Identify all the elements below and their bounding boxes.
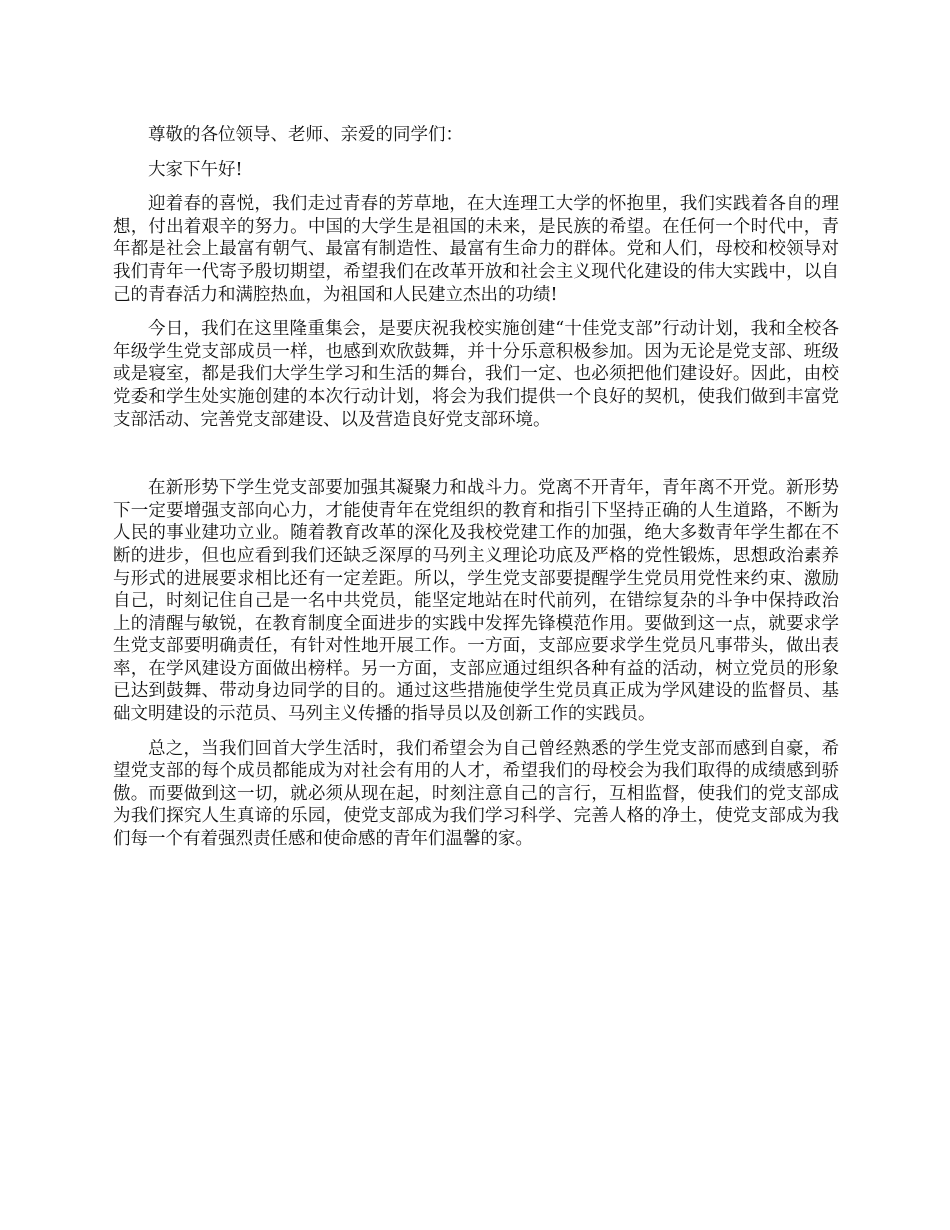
- paragraph-1: 迎着春的喜悦，我们走过青春的芳草地，在大连理工大学的怀抱里，我们实践着各自的理想，付出着艰辛的努力。中国的大学生是祖国的未来，是民族的希望。在任何一个时代中，青年都是社会上最富有朝气、最富有制造性、最富有生命力的群体。党和人们，母校和校领导对我们青年一代寄予殷切期望，希望我们在改革开放和社会主义现代化建设的伟大实践中，以自己的青春活力和满腔热血，为祖国和人民建立杰出的功绩!: [113, 194, 839, 305]
- section-gap: [113, 443, 839, 477]
- document-body: [113, 124, 839, 863]
- paragraph-4: 总之，当我们回首大学生活时，我们希望会为自己曾经熟悉的学生党支部而感到自豪，希望党支部的每个成员都能成为对社会有用的人才，希望我们的母校会为我们取得的成绩感到骄傲。而要做到这一切，就必须从现在起，时刻注意自己的言行，互相监督，使我们的党支部成为我们探究人生真谛的乐园，使党支部成为我们学习科学、完善人格的净土，使党支部成为我们每一个有着强烈责任感和使命感的青年们温馨的家。: [113, 738, 839, 850]
- paragraph-3: 在新形势下学生党支部要加强其凝聚力和战斗力。党离不开青年，青年离不开党。新形势下一定要增强支部向心力，才能使青年在党组织的教育和指引下坚持正确的人生道路，不断为人民的事业建功立业。随着教育改革的深化及我校党建工作的加强，绝大多数青年学生都在不断的进步，但也应看到我们还缺乏深厚的马列主义理论功底及严格的党性锻炼，思想政治素养与形式的进展要求相比还有一定差距。所以，学生党支部要提醒学生党员用党性来约束、激励自己，时刻记住自己是一名中共党员，能坚定地站在时代前列，在错综复杂的斗争中保持政治上的清醒与敏锐，在教育制度全面进步的实践中发挥先锋模范作用。要做到这一点，就要求学生党支部要明确责任，有针对性地开展工作。一方面，支部应要求学生党员凡事带头，做出表率，在学风建设方面做出榜样。另一方面，支部应通过组织各种有益的活动，树立党员的形象已达到鼓舞、带动身边同学的目的。通过这些措施使学生党员真正成为学风建设的监督员、基础文明建设的示范员、马列主义传播的指导员以及创新工作的实践员。: [113, 478, 839, 725]
- salutation: 尊敬的各位领导、老师、亲爱的同学们：: [148, 125, 463, 145]
- paragraph-2: 今日，我们在这里隆重集会，是要庆祝我校实施创建“十佳党支部”行动计划，我和全校各年级学生党支部成员一样，也感到欢欣鼓舞，并十分乐意积极参加。因为无论是党支部、班级或是寝室，都是我们大学生学习和生活的舞台，我们一定、也必须把他们建设好。因此，由校党委和学生处实施创建的本次行动计划，将会为我们提供一个良好的契机，使我们做到丰富党支部活动、完善党支部建设、以及营造良好党支部环境。: [113, 319, 839, 430]
- greeting: 大家下午好!: [148, 159, 243, 180]
